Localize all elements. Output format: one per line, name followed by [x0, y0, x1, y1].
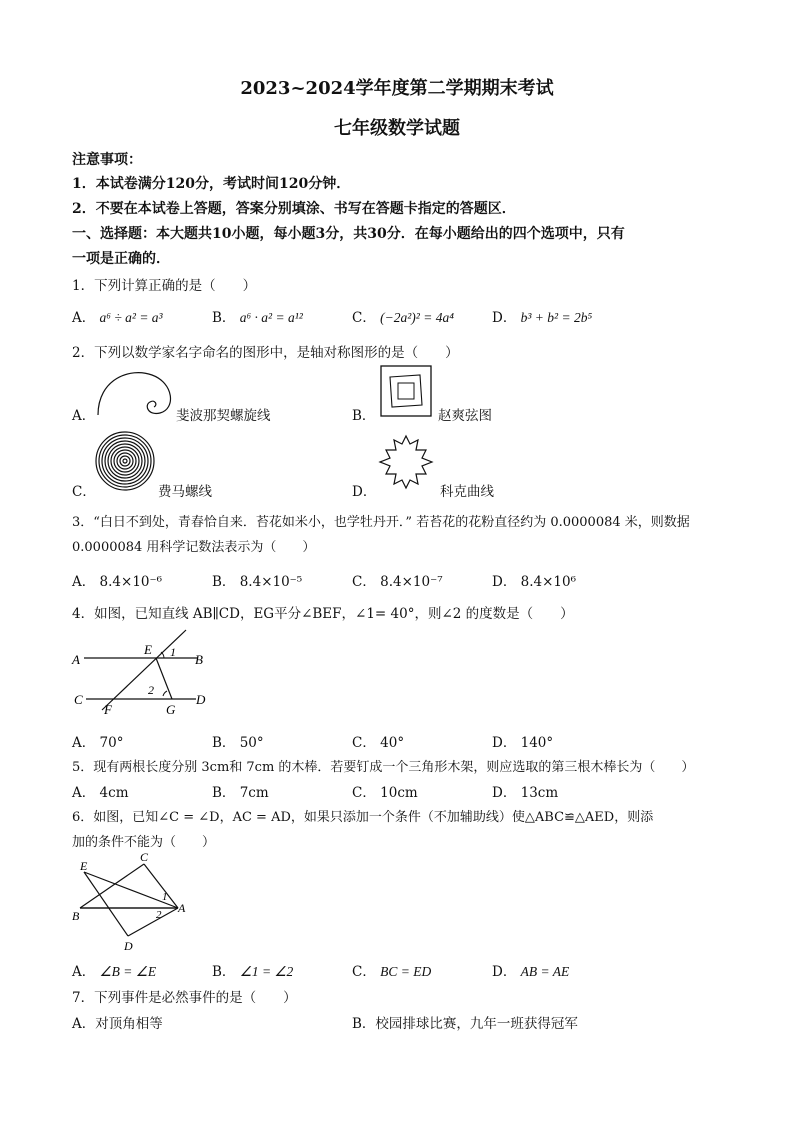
- q4-option-d: D． 140°: [492, 735, 554, 751]
- q4-label-d: D: [196, 692, 206, 707]
- q1-option-d: D． b³ + b² = 2b⁵: [492, 310, 593, 326]
- q2-option-c-caption: 费马螺线: [158, 484, 212, 500]
- q7-option-a: A．对顶角相等: [72, 1016, 163, 1032]
- exam-subtitle: 七年级数学试题: [334, 118, 460, 139]
- q6-option-a: A． ∠B = ∠E: [72, 964, 157, 980]
- q4-label-a: A: [72, 652, 80, 667]
- q6-option-d: D． AB = AE: [492, 964, 570, 980]
- q3-stem-line1: 3．“白日不到处，青春恰自来．苔花如米小，也学牡丹开．” 若苔花的花粉直径约为 0.0000084 米，则数据: [72, 515, 690, 530]
- q2-option-b-caption: 赵爽弦图: [438, 408, 492, 424]
- q7-stem: 7．下列事件是必然事件的是（ ）: [72, 990, 297, 1006]
- q6-label-a: A: [178, 901, 186, 915]
- q6-label-angle1: 1: [162, 891, 168, 903]
- exam-title: 2023~2024学年度第二学期期末考试: [240, 78, 554, 99]
- q4-label-angle1: 1: [170, 645, 176, 659]
- notes-heading: 注意事项：: [72, 152, 142, 168]
- q3-option-c: C． 8.4×10⁻⁷: [352, 574, 443, 590]
- q6-stem-line2: 加的条件不能为（ ）: [72, 835, 216, 850]
- q1-option-a: A． a⁶ ÷ a² = a³: [72, 310, 163, 326]
- q7-option-b: B．校园排球比赛，九年一班获得冠军: [352, 1016, 578, 1032]
- q6-label-c: C: [140, 850, 149, 864]
- q1-option-b: B． a⁶ · a² = a¹²: [212, 310, 303, 326]
- q4-parallel-lines-figure: [72, 628, 222, 716]
- q4-stem: 4．如图，已知直线 AB∥CD，EG平分∠BEF，∠1= 40°，则∠2 的度数是（ ）: [72, 606, 574, 622]
- q5-option-a: A． 4cm: [72, 785, 129, 801]
- q5-option-b: B． 7cm: [212, 785, 269, 801]
- koch-curve-figure: [376, 434, 436, 492]
- q6-label-e: E: [80, 859, 88, 873]
- q4-option-b: B． 50°: [212, 735, 264, 751]
- q3-stem-line2: 0.0000084 用科学记数法表示为（ ）: [72, 540, 316, 555]
- q5-stem: 5．现有两根长度分别 3cm和 7cm 的木棒．若要钉成一个三角形木架，则应选取的第三根木棒长为（ ）: [72, 760, 695, 775]
- section-heading: 一、选择题：本大题共10小题，每小题3分，共30分．在每小题给出的四个选项中，只有: [72, 226, 625, 242]
- q3-option-d: D． 8.4×10⁶: [492, 574, 576, 590]
- fibonacci-spiral-figure: [90, 367, 180, 419]
- q2-option-d-label: D．: [352, 484, 377, 500]
- q2-option-c-label: C．: [72, 484, 96, 500]
- q2-option-a-label: A．: [72, 408, 96, 424]
- q6-triangles-figure: [72, 850, 192, 955]
- note-item: 1．本试卷满分120分，考试时间120分钟．: [72, 176, 351, 192]
- q4-label-b: B: [195, 652, 203, 667]
- q6-label-angle2: 2: [156, 909, 162, 921]
- q1-option-c: C． (−2a²)² = 4a⁴: [352, 310, 454, 326]
- q6-stem-line1: 6．如图，已知∠C = ∠D，AC = AD，如果只添加一个条件（不加辅助线）使△ABC≌△AED，则添: [72, 810, 654, 825]
- q2-stem: 2．下列以数学家名字命名的图形中，是轴对称图形的是（ ）: [72, 345, 459, 361]
- q4-label-f: F: [104, 702, 112, 717]
- q2-option-a-caption: 斐波那契螺旋线: [176, 408, 271, 424]
- q6-option-c: C． BC = ED: [352, 964, 432, 980]
- q6-option-b: B． ∠1 = ∠2: [212, 964, 294, 980]
- q6-label-d: D: [124, 939, 133, 953]
- q4-option-a: A． 70°: [72, 735, 124, 751]
- q2-option-d-caption: 科克曲线: [440, 484, 494, 500]
- q6-label-b: B: [72, 909, 80, 923]
- q4-label-e: E: [144, 642, 152, 657]
- q3-option-a: A． 8.4×10⁻⁶: [72, 574, 163, 590]
- q1-stem: 1．下列计算正确的是（ ）: [72, 278, 257, 294]
- q3-option-b: B． 8.4×10⁻⁵: [212, 574, 303, 590]
- zhao-shuang-diagram-figure: [380, 365, 432, 417]
- q4-label-g: G: [166, 702, 176, 717]
- q4-option-c: C． 40°: [352, 735, 405, 751]
- q4-label-c: C: [74, 692, 83, 707]
- q2-option-b-label: B．: [352, 408, 376, 424]
- fermat-spiral-figure: [94, 430, 156, 492]
- note-item: 2．不要在本试卷上答题，答案分别填涂、书写在答题卡指定的答题区．: [72, 201, 516, 217]
- q5-option-c: C． 10cm: [352, 785, 418, 801]
- q5-option-d: D． 13cm: [492, 785, 559, 801]
- q4-label-angle2: 2: [148, 683, 154, 697]
- section-heading-cont: 一项是正确的．: [72, 251, 170, 267]
